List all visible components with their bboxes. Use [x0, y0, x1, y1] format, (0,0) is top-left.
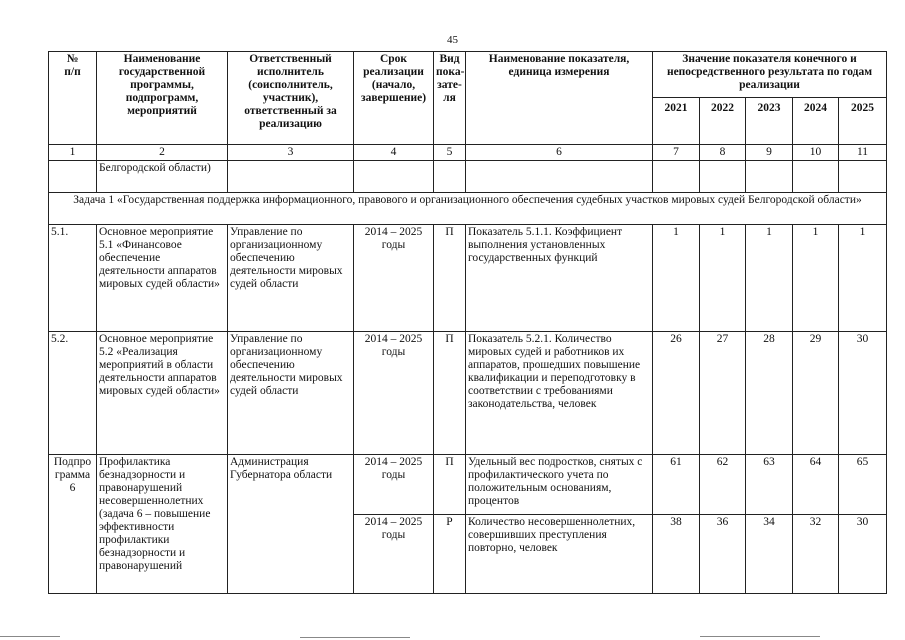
row-term: 2014 – 2025 годы — [354, 332, 434, 455]
subprogram-responsible: Администрация Губернатора области — [228, 455, 354, 594]
column-number: 6 — [466, 145, 653, 161]
row-value: 1 — [700, 225, 746, 332]
column-number: 1 — [49, 145, 97, 161]
subprogram-num: Подпро грамма 6 — [49, 455, 97, 594]
column-number: 5 — [434, 145, 466, 161]
scan-artifact — [300, 637, 410, 638]
cell-empty — [434, 161, 466, 193]
task-text: Задача 1 «Государственная поддержка информационного, правового и организационного обеспечения судебных участков мировых судей Белгородской области» — [49, 193, 887, 225]
row-name: Основное мероприятие 5.2 «Реализация мероприятий в области деятельности аппаратов мировых судей области» — [97, 332, 228, 455]
row-value: 1 — [653, 225, 700, 332]
indicators-table — [48, 51, 887, 594]
row-indicator: Количество несовершеннолетних, совершивших преступления повторно, человек — [466, 515, 653, 594]
scan-artifact — [700, 636, 820, 637]
cell-empty — [653, 161, 700, 193]
row-value: 29 — [793, 332, 839, 455]
column-number: 10 — [793, 145, 839, 161]
header-values-group: Значение показателя конечного и непосредственного результата по годам реализации — [653, 52, 887, 98]
cell-empty — [746, 161, 793, 193]
row-value: 62 — [700, 455, 746, 515]
table-row — [49, 332, 887, 455]
continuation-name: Белгородской области) — [97, 161, 228, 193]
row-value: 36 — [700, 515, 746, 594]
row-value: 27 — [700, 332, 746, 455]
row-value: 26 — [653, 332, 700, 455]
header-type: Вид пока-зате-ля — [434, 52, 466, 145]
header-name: Наименование государственной программы, подпрограмм, мероприятий — [97, 52, 228, 145]
row-name: Основное мероприятие 5.1 «Финансовое обеспечение деятельности аппаратов мировых судей области» — [97, 225, 228, 332]
header-year: 2022 — [700, 98, 746, 145]
page-number: 45 — [447, 34, 458, 46]
row-term: 2014 – 2025 годы — [354, 225, 434, 332]
column-number: 3 — [228, 145, 354, 161]
scan-artifact — [0, 636, 60, 637]
row-type: Р — [434, 515, 466, 594]
row-type: П — [434, 225, 466, 332]
cell-empty — [793, 161, 839, 193]
row-value: 34 — [746, 515, 793, 594]
header-year: 2024 — [793, 98, 839, 145]
column-numbers-row — [49, 145, 887, 161]
header-year: 2025 — [839, 98, 887, 145]
column-number: 4 — [354, 145, 434, 161]
row-value: 65 — [839, 455, 887, 515]
cell-empty — [49, 161, 97, 193]
continuation-row — [49, 161, 887, 193]
row-term: 2014 – 2025 годы — [354, 455, 434, 515]
cell-empty — [354, 161, 434, 193]
row-value: 28 — [746, 332, 793, 455]
row-type: П — [434, 455, 466, 515]
header-num: № п/п — [49, 52, 97, 145]
column-number: 2 — [97, 145, 228, 161]
row-value: 61 — [653, 455, 700, 515]
column-number: 8 — [700, 145, 746, 161]
subprogram-row — [49, 455, 887, 515]
row-indicator: Показатель 5.1.1. Коэффициент выполнения установленных государственных функций — [466, 225, 653, 332]
row-value: 1 — [839, 225, 887, 332]
header-indicator: Наименование показателя, единица измерения — [466, 52, 653, 145]
row-value: 1 — [793, 225, 839, 332]
row-value: 64 — [793, 455, 839, 515]
row-num: 5.2. — [49, 332, 97, 455]
row-indicator: Удельный вес подростков, снятых с профилактического учета по положительным основаниям, процентов — [466, 455, 653, 515]
column-number: 11 — [839, 145, 887, 161]
column-number: 9 — [746, 145, 793, 161]
header-responsible: Ответственный исполнитель (соисполнитель, участник), ответственный за реализацию — [228, 52, 354, 145]
header-term: Срок реализации (начало, завершение) — [354, 52, 434, 145]
row-value: 1 — [746, 225, 793, 332]
header-row — [49, 52, 887, 98]
cell-empty — [839, 161, 887, 193]
row-responsible: Управление по организационному обеспечению деятельности мировых судей области — [228, 332, 354, 455]
header-year: 2023 — [746, 98, 793, 145]
row-value: 30 — [839, 515, 887, 594]
row-value: 63 — [746, 455, 793, 515]
row-indicator: Показатель 5.2.1. Количество мировых судей и работников их аппаратов, прошедших повышение квалификации и переподготовку в соответствии с требованиями законодательства, человек — [466, 332, 653, 455]
row-type: П — [434, 332, 466, 455]
row-value: 32 — [793, 515, 839, 594]
cell-empty — [466, 161, 653, 193]
header-year: 2021 — [653, 98, 700, 145]
row-responsible: Управление по организационному обеспечению деятельности мировых судей области — [228, 225, 354, 332]
row-num: 5.1. — [49, 225, 97, 332]
row-value: 38 — [653, 515, 700, 594]
subprogram-name: Профилактика безнадзорности и правонарушений несовершеннолетних (задача 6 – повышение эффективности профилактики безнадзорности и правонарушений — [97, 455, 228, 594]
table-row — [49, 225, 887, 332]
cell-empty — [700, 161, 746, 193]
cell-empty — [228, 161, 354, 193]
task-row — [49, 193, 887, 225]
row-value: 30 — [839, 332, 887, 455]
row-term: 2014 – 2025 годы — [354, 515, 434, 594]
column-number: 7 — [653, 145, 700, 161]
